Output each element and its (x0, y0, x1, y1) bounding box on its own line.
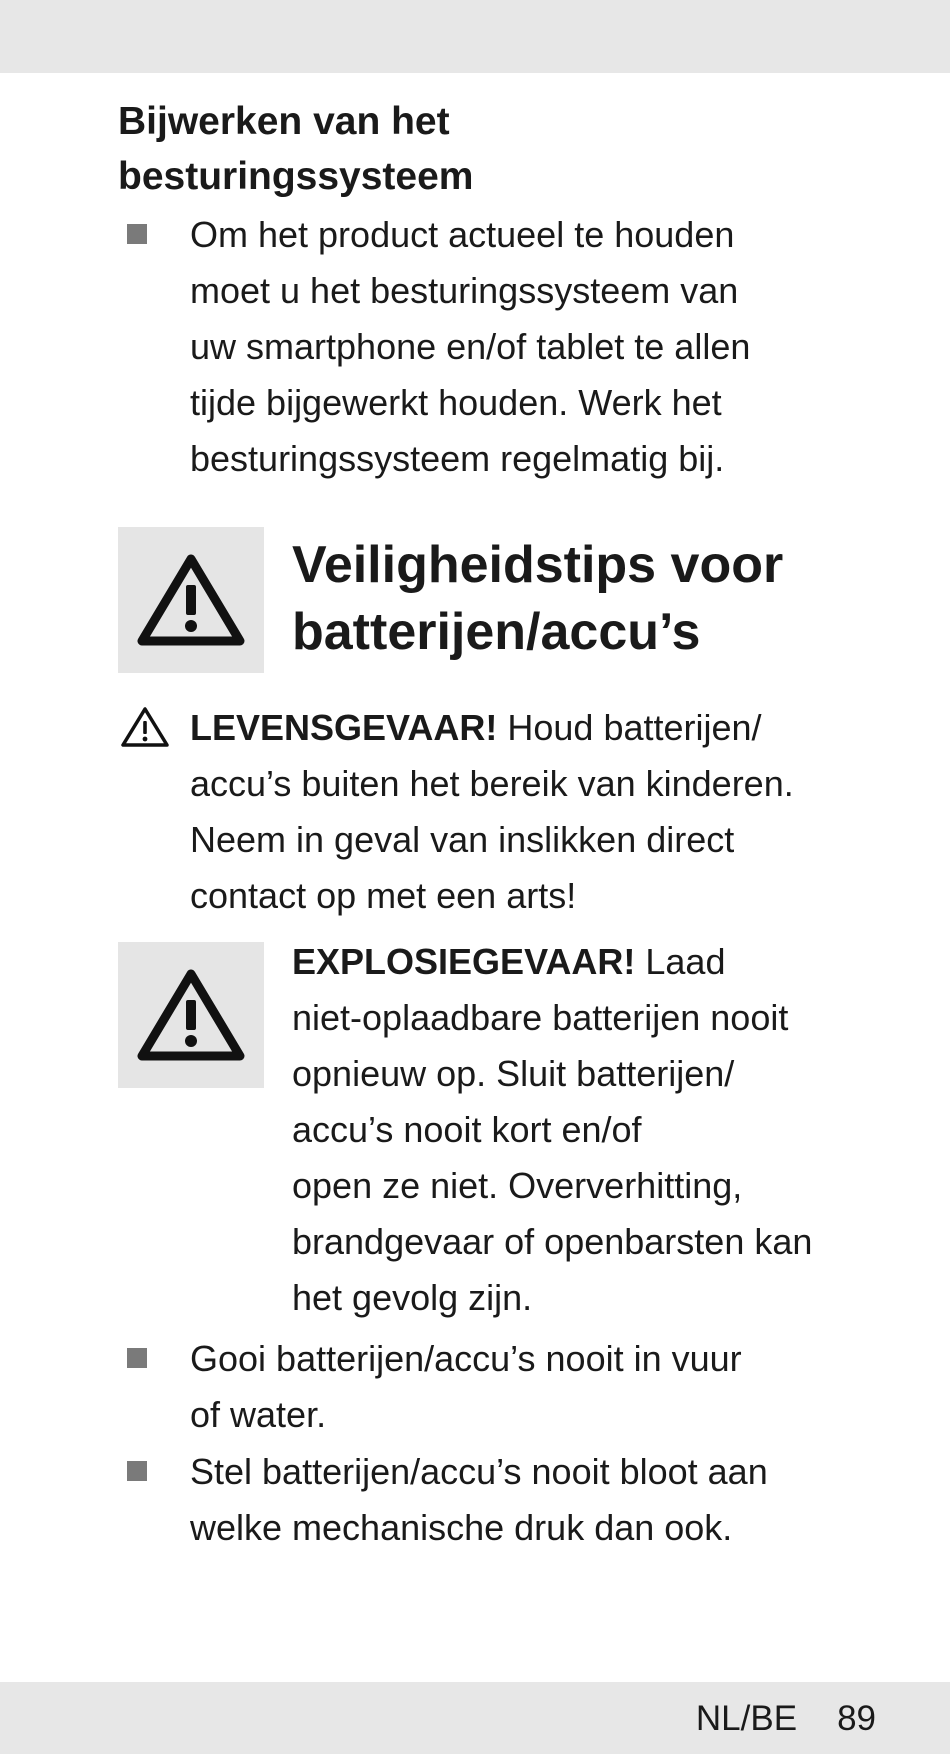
footer-language: NL/BE (695, 1699, 798, 1738)
battery-safety-heading-line-2: batterijen/accu’s (292, 603, 701, 661)
life-danger-line: contact op met een arts! (190, 875, 577, 916)
page-footer (696, 1697, 876, 1741)
os-update-line: moet u het besturingssysteem van (190, 270, 739, 311)
explosion-danger-line: Laad (635, 941, 726, 982)
life-danger-paragraph (190, 700, 930, 924)
mechanical-pressure-line: Stel batterijen/accu’s nooit bloot aan (190, 1451, 768, 1492)
os-update-line: Om het product actueel te houden (190, 214, 735, 255)
section-title (118, 94, 878, 204)
explosion-danger-line: accu’s nooit kort en/of (292, 1109, 642, 1150)
bullet-square-icon (127, 224, 147, 244)
battery-safety-heading-line-1: Veiligheidstips voor (292, 536, 784, 594)
os-update-line: uw smartphone en/of tablet te allen (190, 326, 751, 367)
explosion-danger-label: EXPLOSIEGEVAAR! (292, 941, 636, 982)
mechanical-pressure-paragraph (190, 1444, 930, 1556)
header-band (0, 0, 950, 73)
warning-triangle-icon (118, 527, 264, 673)
page-number: 89 (837, 1699, 876, 1738)
life-danger-line: accu’s buiten het bereik van kinderen. (190, 763, 794, 804)
life-danger-line: Neem in geval van inslikken direct (190, 819, 735, 860)
mechanical-pressure-line: welke mechanische druk dan ook. (190, 1507, 733, 1548)
warning-outline-icon (118, 704, 172, 750)
explosion-danger-line: opnieuw op. Sluit batterijen/ (292, 1053, 735, 1094)
warning-triangle-icon (118, 942, 264, 1088)
section-title-line-1: Bijwerken van het (118, 100, 450, 143)
explosion-danger-line: open ze niet. Oververhitting, (292, 1165, 743, 1206)
fire-water-line: of water. (190, 1394, 327, 1435)
fire-water-paragraph (190, 1331, 930, 1443)
os-update-paragraph (190, 207, 910, 487)
explosion-danger-line: brandgevaar of openbarsten kan (292, 1221, 813, 1262)
life-danger-label: LEVENSGEVAAR! (190, 707, 498, 748)
os-update-line: besturingssysteem regelmatig bij. (190, 438, 725, 479)
small-warning-icon (118, 704, 172, 750)
explosion-danger-line: het gevolg zijn. (292, 1277, 533, 1318)
explosion-warning-box (118, 942, 264, 1088)
fire-water-line: Gooi batterijen/accu’s nooit in vuur (190, 1338, 742, 1379)
battery-safety-heading (292, 532, 932, 666)
warning-triangle-box (118, 527, 264, 673)
life-danger-line: Houd batterijen/ (497, 707, 762, 748)
explosion-danger-paragraph (292, 934, 932, 1326)
os-update-line: tijde bijgewerkt houden. Werk het (190, 382, 722, 423)
section-title-line-2: besturingssysteem (118, 155, 474, 198)
explosion-danger-line: niet-oplaadbare batterijen nooit (292, 997, 789, 1038)
bullet-square-icon (127, 1348, 147, 1368)
bullet-square-icon (127, 1461, 147, 1481)
